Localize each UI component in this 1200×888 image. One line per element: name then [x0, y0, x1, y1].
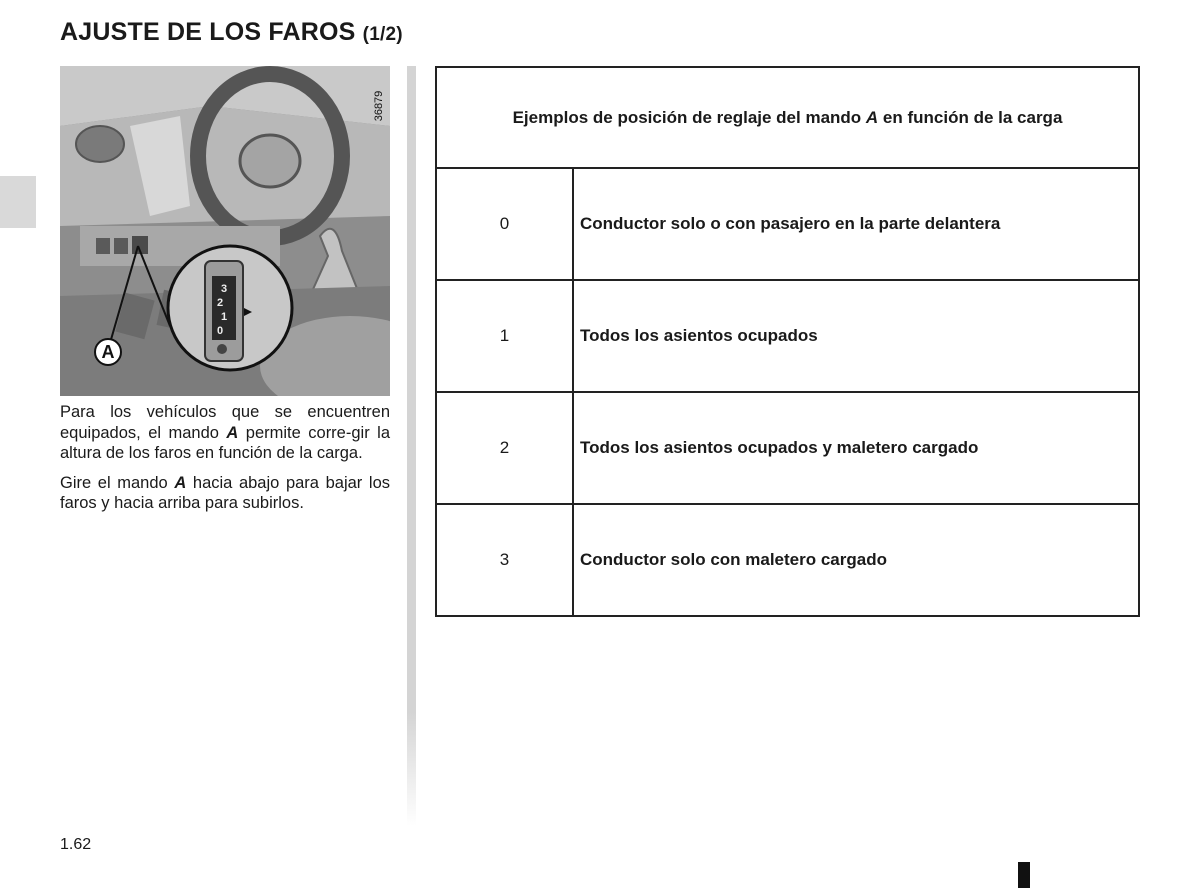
dial-mark-3: 3	[220, 283, 228, 295]
body-text	[60, 402, 390, 523]
position-cell: 1	[436, 280, 573, 392]
table-row	[436, 504, 1139, 616]
load-position-table	[435, 66, 1140, 617]
page-number: 1.62	[60, 836, 92, 853]
dial-mark-1: 1	[220, 311, 228, 323]
paragraph-2: Gire el mando A hacia abajo para bajar los faros y hacia arriba para subirlos.	[60, 473, 391, 512]
description-cell: Todos los asientos ocupados	[573, 280, 1139, 392]
illustration-svg	[60, 66, 390, 396]
table-header-row	[436, 67, 1139, 168]
table-row	[436, 392, 1139, 504]
dial-mark-0: 0	[216, 325, 224, 337]
table-header: Ejemplos de posición de reglaje del mando A en función de la carga	[436, 67, 1139, 168]
description-cell: Conductor solo o con pasajero en la parte delantera	[573, 168, 1139, 280]
position-cell: 2	[436, 392, 573, 504]
page-title: AJUSTE DE LOS FAROS (1/2)	[60, 18, 403, 46]
description-cell: Conductor solo con maletero cargado	[573, 504, 1139, 616]
callout-label-a: A	[101, 342, 115, 362]
table-row	[436, 168, 1139, 280]
figure-reference-number: 36879	[373, 90, 385, 122]
column-divider	[407, 66, 416, 826]
page-edge-marker	[1018, 862, 1030, 888]
dashboard-illustration	[60, 66, 390, 396]
paragraph-1: Para los vehículos que se encuentren equipados, el mando A permite corre-gir la altura de los faros en función de la carga.	[60, 403, 390, 462]
section-tab	[0, 176, 36, 228]
dial-mark-2: 2	[216, 297, 224, 309]
description-cell: Todos los asientos ocupados y maletero cargado	[573, 392, 1139, 504]
position-cell: 0	[436, 168, 573, 280]
position-cell: 3	[436, 504, 573, 616]
title-part: (1/2)	[362, 24, 403, 45]
table-row	[436, 280, 1139, 392]
